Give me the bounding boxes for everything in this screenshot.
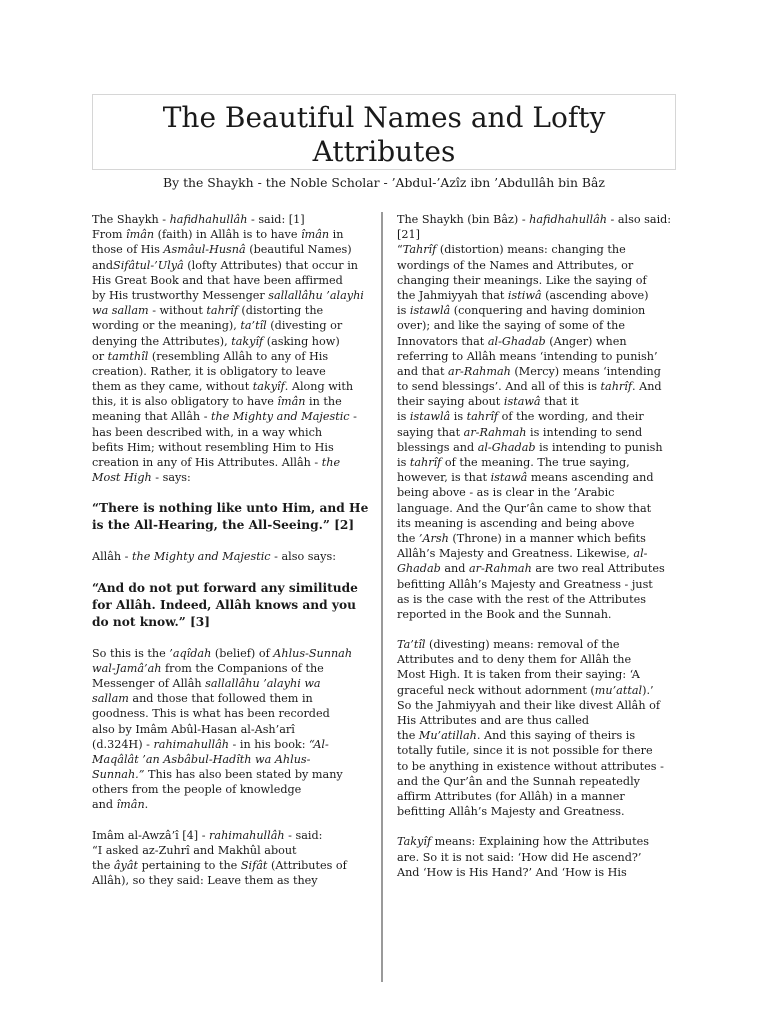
italic-term: rahimahullâh bbox=[153, 737, 229, 751]
italic-term: sallam bbox=[92, 692, 129, 706]
paragraph-gap bbox=[397, 819, 679, 834]
text-line bbox=[397, 637, 679, 652]
text-line bbox=[92, 364, 374, 379]
text-run: wording or the meaning), bbox=[92, 319, 241, 333]
text-run: Allâh), so they said: Leave them as they bbox=[92, 874, 318, 888]
italic-term: tahrîf bbox=[600, 380, 632, 394]
text-run: Most High. It is taken from their saying: ‘A bbox=[397, 668, 640, 682]
text-run: affirm Attributes (for Allâh) in a manner bbox=[397, 789, 625, 803]
italic-term: al-Ghadab bbox=[487, 334, 546, 348]
text-run: (faith) in Allâh is to have bbox=[154, 228, 302, 242]
text-run: denying the Attributes), bbox=[92, 334, 232, 348]
text-line bbox=[397, 349, 679, 364]
italic-term: tahrîf bbox=[409, 456, 442, 469]
italic-term: istawlâ bbox=[409, 410, 451, 424]
text-run: by His trustworthy Messenger bbox=[92, 288, 269, 302]
text-run: and those that followed them in bbox=[128, 692, 313, 706]
text-line bbox=[397, 561, 679, 576]
text-line bbox=[92, 227, 374, 242]
text-run: (Anger) when bbox=[545, 334, 627, 348]
text-line bbox=[92, 440, 374, 455]
italic-term: mu’attal bbox=[594, 683, 643, 697]
text-run: - said: bbox=[284, 828, 323, 842]
text-run: or bbox=[92, 349, 108, 363]
quran-quote-line: for Allâh. Indeed, Allâh knows and you bbox=[92, 597, 356, 612]
text-line bbox=[397, 759, 679, 774]
text-run: So the Jahmiyyah and their like divest Allâh of bbox=[397, 698, 660, 712]
italic-term: Mu’atillah bbox=[418, 729, 477, 743]
italic-term: the Mighty and Majestic bbox=[132, 550, 271, 564]
text-line bbox=[92, 706, 374, 721]
text-run: wordings of the Names and Attributes, or bbox=[397, 258, 634, 272]
text-line bbox=[92, 661, 374, 676]
text-run: . bbox=[632, 380, 636, 394]
text-run: changing their meanings. Like the saying of bbox=[397, 273, 647, 287]
text-run: as is the case with the rest of the Attributes bbox=[397, 592, 646, 606]
text-run: - says: bbox=[151, 471, 191, 485]
italic-term: wa sallam bbox=[92, 304, 149, 318]
italic-term: rahimahullâh bbox=[209, 828, 285, 842]
text-run: and bbox=[440, 562, 469, 576]
text-line bbox=[397, 713, 679, 728]
text-run: (Attributes of bbox=[267, 859, 347, 872]
text-run: is bbox=[450, 410, 467, 424]
italic-term: Sifât bbox=[240, 859, 268, 872]
text-line bbox=[397, 470, 679, 485]
italic-term: îmân bbox=[116, 798, 145, 812]
italic-term: Sunnah.” bbox=[92, 768, 145, 782]
text-run: their saying about bbox=[397, 395, 504, 409]
text-run: creation in any of His Attributes. Allâh - bbox=[92, 456, 322, 469]
text-line bbox=[397, 501, 679, 516]
text-line bbox=[92, 646, 374, 661]
text-run: befitting Allâh’s Majesty and Greatness. bbox=[397, 805, 625, 819]
text-run: has been described with, in a way which bbox=[92, 425, 323, 439]
text-run: (Mercy) means ‘intending bbox=[510, 364, 661, 378]
text-line bbox=[397, 303, 679, 318]
italic-term: Tahrîf bbox=[402, 243, 437, 257]
text-line bbox=[397, 440, 679, 455]
text-run: (divesting) means: removal of the bbox=[425, 638, 620, 652]
text-run: So this is the bbox=[92, 646, 170, 660]
italic-term: istiwâ bbox=[507, 288, 542, 302]
text-line bbox=[397, 774, 679, 789]
text-run: in bbox=[329, 228, 344, 242]
text-line bbox=[397, 546, 679, 561]
text-run: however, is that bbox=[397, 471, 491, 485]
text-line bbox=[92, 691, 374, 706]
text-run: to send blessings’. And all of this is bbox=[397, 380, 601, 394]
text-run: - also says: bbox=[270, 550, 336, 564]
text-run: (asking how) bbox=[263, 334, 340, 348]
text-line bbox=[397, 485, 679, 500]
italic-term: tahrîf bbox=[206, 304, 238, 318]
italic-term: istawâ bbox=[503, 395, 541, 409]
text-run: and that bbox=[397, 364, 449, 378]
italic-term: istawâ bbox=[490, 471, 528, 485]
text-line bbox=[92, 303, 374, 318]
text-run: graceful neck without adornment ( bbox=[397, 683, 595, 697]
text-run: them as they came, without bbox=[92, 380, 253, 394]
italic-term: Asmâul-Husnâ bbox=[163, 243, 246, 257]
text-run: - without bbox=[148, 304, 207, 318]
text-run: meaning that Allâh - bbox=[92, 410, 212, 424]
text-run: [21] bbox=[397, 228, 420, 242]
italic-term: îmân bbox=[301, 228, 330, 242]
right-column bbox=[397, 212, 679, 880]
text-run: (divesting or bbox=[266, 319, 343, 333]
italic-term: istawlâ bbox=[409, 304, 451, 318]
italic-term: Sifâtul-’Ulyâ bbox=[113, 258, 184, 272]
text-line bbox=[397, 273, 679, 288]
text-run: others from the people of knowledge bbox=[92, 783, 302, 797]
text-run: its meaning is ascending and being above bbox=[397, 516, 635, 530]
text-line bbox=[92, 334, 374, 349]
text-run: goodness. This is what has been recorded bbox=[92, 707, 330, 721]
text-run: in the bbox=[305, 395, 342, 409]
text-run: Innovators that bbox=[397, 334, 488, 348]
text-run: “ bbox=[397, 243, 403, 257]
italic-term: ’Arsh bbox=[418, 531, 449, 545]
italic-term: ar-Rahmah bbox=[468, 562, 532, 576]
paragraph-gap bbox=[92, 565, 374, 580]
text-run: - in his book: bbox=[228, 737, 310, 751]
text-run: And ‘How is His Hand?’ And ‘How is His bbox=[397, 865, 627, 879]
italic-term: sallallâhu ’alayhi wa bbox=[205, 676, 321, 690]
italic-term: ar-Rahmah bbox=[463, 425, 527, 439]
text-line bbox=[92, 394, 374, 409]
text-line bbox=[92, 273, 374, 288]
italic-term: hafidhahullâh bbox=[169, 213, 248, 226]
text-line bbox=[92, 242, 374, 257]
left-column bbox=[92, 212, 374, 888]
text-line bbox=[92, 767, 374, 782]
text-run: the bbox=[397, 531, 419, 545]
text-run: pertaining to the bbox=[138, 859, 241, 872]
text-line bbox=[397, 364, 679, 379]
italic-term: ar-Rahmah bbox=[448, 364, 511, 378]
text-line bbox=[92, 782, 374, 797]
text-run: is bbox=[397, 456, 410, 469]
text-run: from the Companions of the bbox=[161, 661, 324, 675]
text-line bbox=[92, 349, 374, 364]
text-run: . bbox=[144, 798, 149, 812]
text-line bbox=[92, 288, 374, 303]
author-byline: By the Shaykh - the Noble Scholar - ’Abdul-’Azîz ibn ’Abdullâh bin Bâz bbox=[163, 175, 605, 190]
text-run: And bbox=[635, 380, 662, 394]
text-line bbox=[92, 722, 374, 737]
text-run: - also said: bbox=[606, 213, 672, 226]
text-line bbox=[92, 409, 374, 424]
text-line bbox=[397, 227, 679, 242]
text-run: befits Him; without resembling Him to His bbox=[92, 440, 334, 454]
text-line bbox=[397, 516, 679, 531]
text-line bbox=[397, 334, 679, 349]
text-run: And this saying of theirs is bbox=[480, 729, 636, 743]
text-run: befitting Allâh’s Majesty and Greatness - just bbox=[397, 577, 653, 591]
text-run: totally futile, since it is not possible for there bbox=[397, 744, 653, 758]
text-line bbox=[397, 455, 679, 470]
text-line bbox=[92, 258, 374, 273]
italic-term: ’aqîdah bbox=[169, 646, 212, 660]
text-run: also by Imâm Abûl-Hasan al-Ash’arî bbox=[92, 722, 295, 736]
text-run: (Throne) in a manner which befits bbox=[448, 531, 646, 545]
text-line bbox=[397, 834, 679, 849]
text-line bbox=[397, 577, 679, 592]
text-run: the bbox=[397, 729, 419, 743]
text-line bbox=[397, 394, 679, 409]
text-line bbox=[92, 752, 374, 767]
italic-term: âyât bbox=[113, 859, 139, 872]
text-run: (belief) of bbox=[211, 646, 274, 660]
text-run: (resembling Allâh to any of His bbox=[148, 349, 329, 363]
text-run: the Jahmiyyah that bbox=[397, 288, 508, 302]
paragraph-gap bbox=[92, 631, 374, 646]
text-line bbox=[397, 728, 679, 743]
text-run: the bbox=[92, 859, 114, 872]
text-run: of the meaning. The true saying, bbox=[441, 456, 630, 469]
text-line bbox=[397, 242, 679, 257]
text-run: that it bbox=[540, 395, 579, 409]
text-line bbox=[92, 549, 374, 564]
italic-term: Ahlus-Sunnah bbox=[273, 646, 353, 660]
text-run: (distortion) means: changing the bbox=[436, 243, 626, 257]
text-run: “I asked az-Zuhrî and Makhûl about bbox=[92, 843, 297, 857]
quran-quote-line: “And do not put forward any similitude bbox=[92, 580, 358, 595]
text-run: This has also been stated by many bbox=[144, 768, 343, 782]
text-run: Allâh - bbox=[92, 550, 133, 564]
text-run: (conquering and having dominion bbox=[450, 304, 646, 318]
text-line bbox=[92, 797, 374, 812]
text-line bbox=[397, 789, 679, 804]
text-line bbox=[397, 804, 679, 819]
title-box bbox=[92, 94, 676, 170]
text-run: language. And the Qur’ân came to show that bbox=[397, 501, 652, 515]
text-run: ).’ bbox=[642, 683, 654, 697]
text-run: The Shaykh - bbox=[92, 213, 170, 226]
text-run: is intending to punish bbox=[535, 440, 663, 454]
text-line bbox=[92, 858, 374, 873]
text-line bbox=[397, 683, 679, 698]
text-run: to be anything in existence without attributes - bbox=[397, 759, 664, 773]
text-run: reported in the Book and the Sunnah. bbox=[397, 607, 612, 621]
paragraph-gap bbox=[397, 622, 679, 637]
paragraph-gap bbox=[92, 813, 374, 828]
italic-term: wal-Jamâ’ah bbox=[92, 661, 162, 675]
title-line-1: The Beautiful Names and Lofty bbox=[162, 101, 606, 134]
text-run: . bbox=[476, 729, 481, 743]
text-run: (distorting the bbox=[237, 304, 324, 318]
text-line bbox=[397, 652, 679, 667]
text-line bbox=[92, 212, 374, 227]
text-run: being above - as is clear in the ’Arabic bbox=[397, 486, 615, 500]
italic-term: Most High bbox=[92, 471, 152, 485]
text-line bbox=[397, 212, 679, 227]
italic-term: îmân bbox=[277, 395, 306, 409]
paragraph-gap bbox=[92, 534, 374, 549]
italic-term: takyîf bbox=[231, 334, 264, 348]
text-run: means ascending and bbox=[527, 471, 654, 485]
text-run: Allâh’s Majesty and Greatness. Likewise, bbox=[397, 547, 634, 561]
text-run: - bbox=[349, 410, 357, 424]
quran-quote-line: “There is nothing like unto Him, and He bbox=[92, 501, 369, 516]
text-run: of the wording, and their bbox=[498, 410, 644, 424]
text-line bbox=[92, 318, 374, 333]
text-line bbox=[92, 379, 374, 394]
text-run: blessings and bbox=[397, 440, 478, 454]
italic-term: tahrîf bbox=[466, 410, 499, 424]
text-line bbox=[397, 425, 679, 440]
text-run: creation). Rather, it is obligatory to leave bbox=[92, 364, 326, 378]
text-run: is intending to send bbox=[526, 425, 643, 439]
text-line bbox=[92, 470, 374, 485]
text-run: those of His bbox=[92, 243, 164, 257]
text-run: Imâm al-Awzâ’î [4] - bbox=[92, 828, 210, 842]
text-run: over); and like the saying of some of the bbox=[397, 319, 625, 333]
text-line bbox=[397, 607, 679, 622]
italic-term: hafidhahullâh bbox=[529, 213, 607, 226]
text-run: is bbox=[397, 410, 410, 424]
text-run: Attributes and to deny them for Allâh the bbox=[397, 653, 632, 667]
document-title bbox=[93, 101, 675, 169]
text-line bbox=[92, 737, 374, 752]
paragraph-gap bbox=[92, 485, 374, 500]
text-line bbox=[92, 843, 374, 858]
italic-term: Takyîf bbox=[397, 835, 432, 849]
italic-term: “Al- bbox=[309, 737, 329, 751]
text-run: are. So it is not said: ‘How did He ascend?’ bbox=[397, 850, 642, 864]
italic-term: ta’tîl bbox=[240, 319, 267, 333]
italic-term: al- bbox=[633, 547, 648, 561]
text-line bbox=[92, 425, 374, 440]
quran-quote-line: do not know.” [3] bbox=[92, 614, 210, 629]
text-run: means: Explaining how the Attributes bbox=[431, 835, 649, 849]
text-run: The Shaykh (bin Bâz) - bbox=[397, 213, 530, 226]
italic-term: sallallâhu ’alayhi bbox=[268, 288, 364, 302]
text-run: this, it is also obligatory to have bbox=[92, 395, 278, 409]
italic-term: îmân bbox=[126, 228, 155, 242]
text-line bbox=[397, 531, 679, 546]
text-line bbox=[397, 288, 679, 303]
text-run: (beautiful Names) bbox=[245, 243, 352, 257]
text-run: saying that bbox=[397, 425, 464, 439]
text-run: Messenger of Allâh bbox=[92, 676, 206, 690]
text-line bbox=[397, 409, 679, 424]
text-line bbox=[397, 667, 679, 682]
text-line bbox=[397, 318, 679, 333]
text-line bbox=[92, 873, 374, 888]
text-line bbox=[397, 865, 679, 880]
italic-term: takyîf bbox=[252, 380, 285, 394]
italic-term: the Mighty and Majestic bbox=[211, 410, 350, 424]
italic-term: al-Ghadab bbox=[477, 440, 536, 454]
text-run: is bbox=[397, 304, 410, 318]
text-line bbox=[92, 676, 374, 691]
text-run: His Attributes and are thus called bbox=[397, 714, 590, 727]
column-divider bbox=[381, 212, 383, 982]
text-line bbox=[397, 850, 679, 865]
text-run: . bbox=[284, 380, 289, 394]
text-run: and the Qur’ân and the Sunnah repeatedly bbox=[397, 774, 640, 788]
text-run: and bbox=[92, 258, 114, 272]
italic-term: tamthîl bbox=[107, 349, 149, 363]
italic-term: Maqâlât ’an Asbâbul-Hadîth wa Ahlus- bbox=[92, 752, 311, 766]
italic-term: Ta’tîl bbox=[397, 638, 426, 652]
text-line bbox=[397, 592, 679, 607]
text-run: (d.324H) - bbox=[92, 737, 154, 751]
text-run: (lofty Attributes) that occur in bbox=[183, 258, 358, 272]
text-run: referring to Allâh means ‘intending to punish’ bbox=[397, 349, 658, 363]
italic-term: the bbox=[321, 456, 341, 469]
text-line bbox=[397, 379, 679, 394]
text-run: (ascending above) bbox=[541, 288, 649, 302]
italic-term: Ghadab bbox=[397, 562, 441, 576]
text-run: Along with bbox=[288, 380, 354, 394]
text-run: From bbox=[92, 228, 127, 242]
text-line bbox=[397, 743, 679, 758]
title-line-2: Attributes bbox=[312, 135, 456, 168]
text-line bbox=[92, 455, 374, 470]
text-run: His Great Book and that have been affirmed bbox=[92, 273, 343, 287]
text-line bbox=[397, 698, 679, 713]
text-run: are two real Attributes bbox=[531, 562, 665, 576]
quran-quote-line: is the All-Hearing, the All-Seeing.” [2] bbox=[92, 518, 355, 533]
text-run: - said: [1] bbox=[247, 213, 305, 226]
text-run: and bbox=[92, 798, 117, 812]
text-line bbox=[92, 828, 374, 843]
text-line bbox=[397, 258, 679, 273]
